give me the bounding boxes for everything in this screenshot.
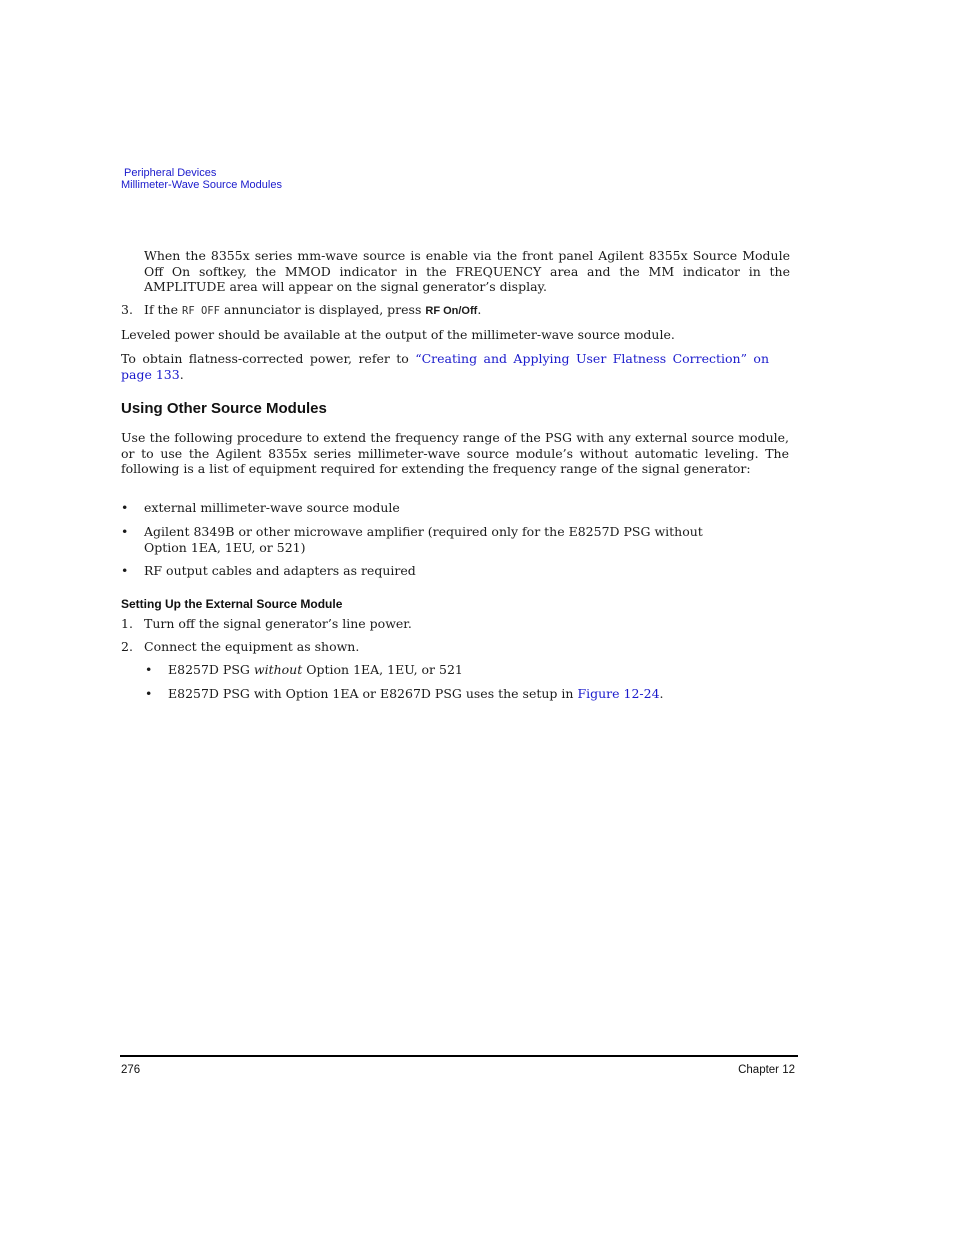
flatness-period: . — [179, 366, 184, 382]
subsection-heading: Setting Up the External Source Module — [121, 597, 343, 611]
setup-option-2-period: . — [659, 686, 664, 701]
bullet-icon: • — [121, 500, 129, 515]
setup-option-2-text: E8257D PSG with Option 1EA or E8267D PSG uses the setup in — [168, 686, 574, 701]
step-3-text-pre: If the — [144, 302, 179, 317]
bullet-icon: • — [145, 686, 153, 701]
rf-on-off-key: RF On/Off — [425, 305, 478, 317]
section-heading: Using Other Source Modules — [121, 400, 327, 417]
setup-option-2 — [168, 686, 664, 701]
leveled-power-paragraph: Leveled power should be available at the output of the millimeter-wave source module. — [121, 327, 675, 342]
running-header-subsection: Millimeter-Wave Source Modules — [121, 179, 282, 191]
setup-option-1-model: E8257D PSG — [168, 662, 250, 677]
page-number: 276 — [121, 1064, 141, 1076]
flatness-correction-link[interactable]: “Creating and Applying User Flatness Correction” on page 133 — [121, 351, 769, 382]
bullet-icon: • — [121, 524, 129, 539]
setup-option-1-options: Option 1EA, 1EU, or 521 — [306, 662, 463, 677]
equipment-item: external millimeter-wave source module — [144, 500, 400, 515]
running-header-section: Peripheral Devices — [124, 167, 217, 179]
figure-12-24-link[interactable]: Figure 12-24 — [577, 686, 660, 701]
note-paragraph: When the 8355x series mm-wave source is enable via the front panel Agilent 8355x Source Module Off On softkey, the MMOD indicator in the FREQUENCY area and the MM indicator in the AMPLITUDE area will appear on the signal generator’s display. — [144, 248, 790, 294]
flatness-paragraph — [121, 351, 769, 382]
step-3-number: 3. — [121, 302, 133, 317]
rf-off-annunciator: RF OFF — [182, 305, 220, 317]
step-3 — [144, 302, 481, 317]
step-2-number: 2. — [121, 639, 133, 654]
section-intro-paragraph: Use the following procedure to extend the frequency range of the PSG with any external source module, or to use the Agilent 8355x series millimeter-wave source module’s without automatic leveling. The following is a list of equipment required for extending the frequency range of the signal generator: — [121, 430, 789, 476]
step-3-text-mid: annunciator is displayed, press — [223, 302, 422, 317]
bullet-icon: • — [145, 662, 153, 677]
step-1: Turn off the signal generator’s line power. — [144, 616, 412, 631]
equipment-item: Agilent 8349B or other microwave amplifier (required only for the E8257D PSG without Option 1EA, 1EU, or 521) — [144, 524, 703, 555]
chapter-label: Chapter 12 — [738, 1064, 795, 1076]
equipment-item: RF output cables and adapters as required — [144, 563, 416, 578]
step-3-period: . — [477, 302, 482, 317]
flatness-text: To obtain flatness-corrected power, refer to — [121, 351, 409, 366]
setup-option-1-emphasis: without — [253, 662, 303, 677]
step-2: Connect the equipment as shown. — [144, 639, 360, 654]
footer-rule — [120, 1055, 798, 1057]
bullet-icon: • — [121, 563, 129, 578]
step-1-number: 1. — [121, 616, 133, 631]
setup-option-1 — [168, 662, 463, 677]
